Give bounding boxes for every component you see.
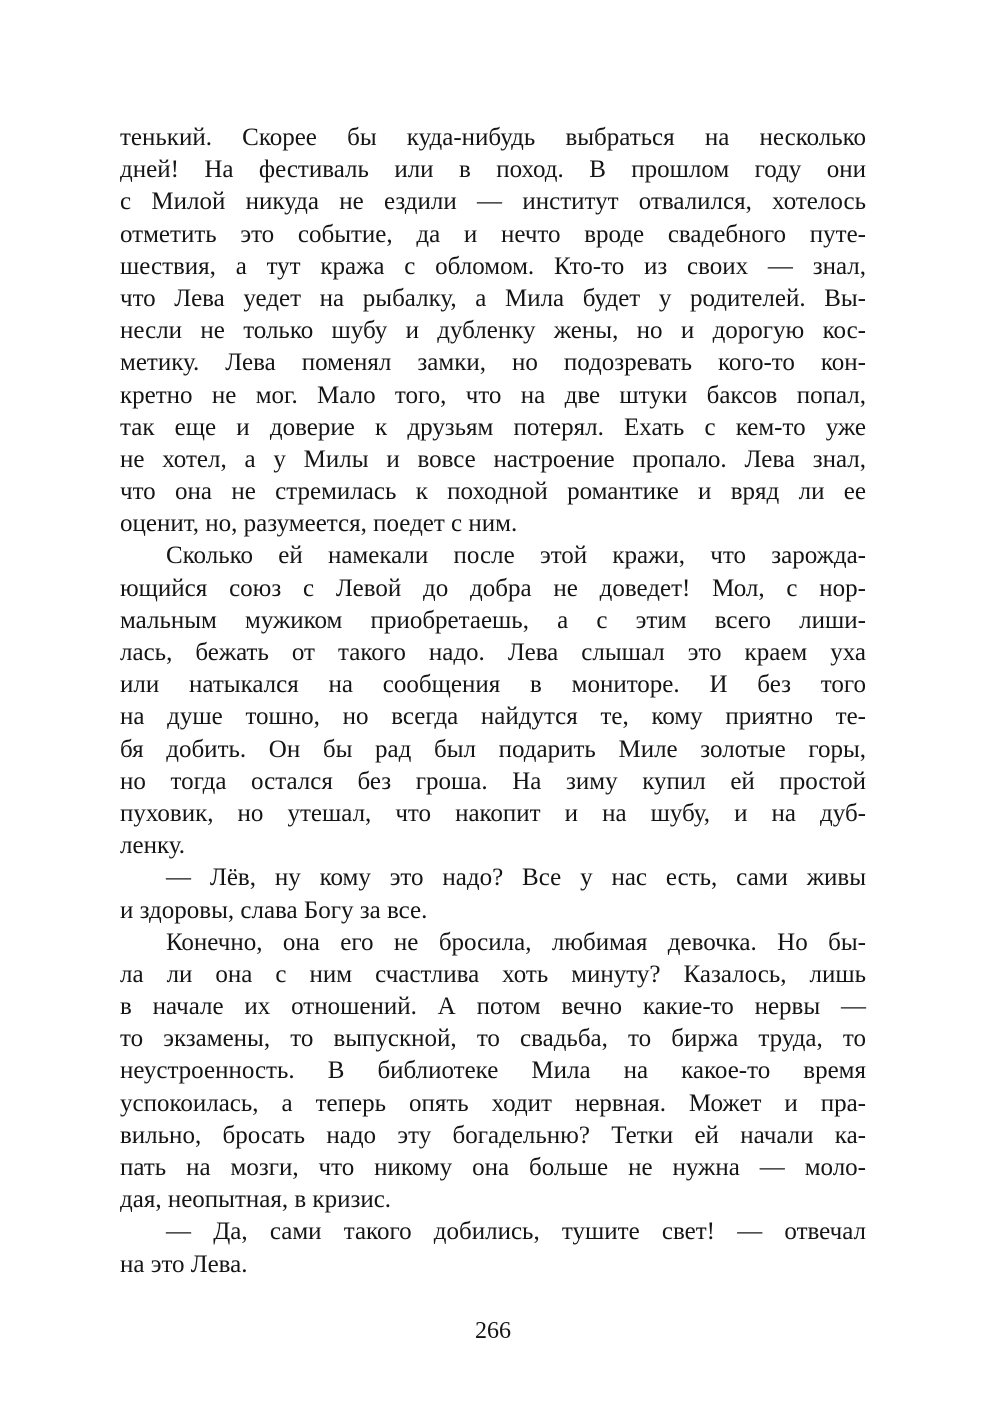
- paragraph: [120, 540, 866, 862]
- text-line: Сколько ей намекали после этой кражи, что зарожда-: [166, 542, 866, 570]
- text-line: дая, неопытная, в кризис.: [120, 1186, 392, 1214]
- text-line: мальным мужиком приобретаешь, а с этим всего лиши-: [120, 606, 866, 634]
- paragraph: [120, 862, 866, 926]
- paragraph: [120, 927, 866, 1217]
- page-text: [120, 122, 866, 1281]
- text-line: что Лева уедет на рыбалку, а Мила будет у родителей. Вы-: [120, 284, 866, 312]
- text-line: на это Лева.: [120, 1250, 248, 1278]
- text-line: дней! На фестиваль или в поход. В прошлом году они: [120, 156, 866, 184]
- text-line: — Да, сами такого добились, тушите свет! — отвечал: [166, 1218, 866, 1246]
- text-line: или натыкался на сообщения в мониторе. И без того: [120, 671, 866, 699]
- text-line: метику. Лева поменял замки, но подозревать кого-то кон-: [120, 349, 866, 377]
- text-line: то экзамены, то выпускной, то свадьба, то биржа труда, то: [120, 1025, 866, 1053]
- text-line: Конечно, она его не бросила, любимая девочка. Но бы-: [166, 928, 866, 956]
- paragraph: [120, 1216, 866, 1280]
- text-line: кретно не мог. Мало того, что на две штуки баксов попал,: [120, 381, 866, 409]
- text-line: шествия, а тут кража с обломом. Кто-то из своих — знал,: [120, 252, 866, 280]
- text-line: успокоилась, а теперь опять ходит нервная. Может и пра-: [120, 1089, 866, 1117]
- text-line: несли не только шубу и дубленку жены, но и дорогую кос-: [120, 317, 866, 345]
- text-line: ленку.: [120, 832, 185, 860]
- text-line: в начале их отношений. А потом вечно какие-то нервы —: [120, 993, 866, 1021]
- text-line: ла ли она с ним счастлива хоть минуту? Казалось, лишь: [120, 960, 866, 988]
- text-line: с Милой никуда не ездили — институт отвалился, хотелось: [120, 188, 866, 216]
- text-line: — Лёв, ну кому это надо? Все у нас есть, сами живы: [166, 864, 866, 892]
- text-line: отметить это событие, да и нечто вроде свадебного путе-: [120, 220, 866, 248]
- text-line: и здоровы, слава Богу за все.: [120, 896, 428, 924]
- text-line: вильно, бросать надо эту богадельню? Тетки ей начали ка-: [120, 1121, 866, 1149]
- text-line: что она не стремилась к походной романтике и вряд ли ее: [120, 478, 866, 506]
- text-line: не хотел, а у Милы и вовсе настроение пропало. Лева знал,: [120, 445, 866, 473]
- text-line: пуховик, но утешал, что накопит и на шубу, и на дуб-: [120, 799, 866, 827]
- text-line: оценит, но, разумеется, поедет с ним.: [120, 510, 518, 538]
- text-line: лась, бежать от такого надо. Лева слышал это краем уха: [120, 639, 866, 666]
- text-line: ющийся союз с Левой до добра не доведет! Мол, с нор-: [120, 574, 866, 602]
- text-line: бя добить. Он бы рад был подарить Миле золотые горы,: [120, 735, 866, 763]
- text-line: на душе тошно, но всегда найдутся те, кому приятно те-: [120, 703, 866, 731]
- text-line: тенький. Скорее бы куда-нибудь выбраться на несколько: [120, 124, 866, 151]
- page-number: 266: [475, 1318, 511, 1344]
- text-line: так еще и доверие к друзьям потерял. Ехать с кем-то уже: [120, 413, 866, 441]
- paragraph: [120, 122, 866, 540]
- text-line: пать на мозги, что никому она больше не нужна — моло-: [120, 1154, 866, 1181]
- text-line: но тогда остался без гроша. На зиму купил ей простой: [120, 767, 866, 795]
- text-line: неустроенность. В библиотеке Мила на какое-то время: [120, 1057, 866, 1085]
